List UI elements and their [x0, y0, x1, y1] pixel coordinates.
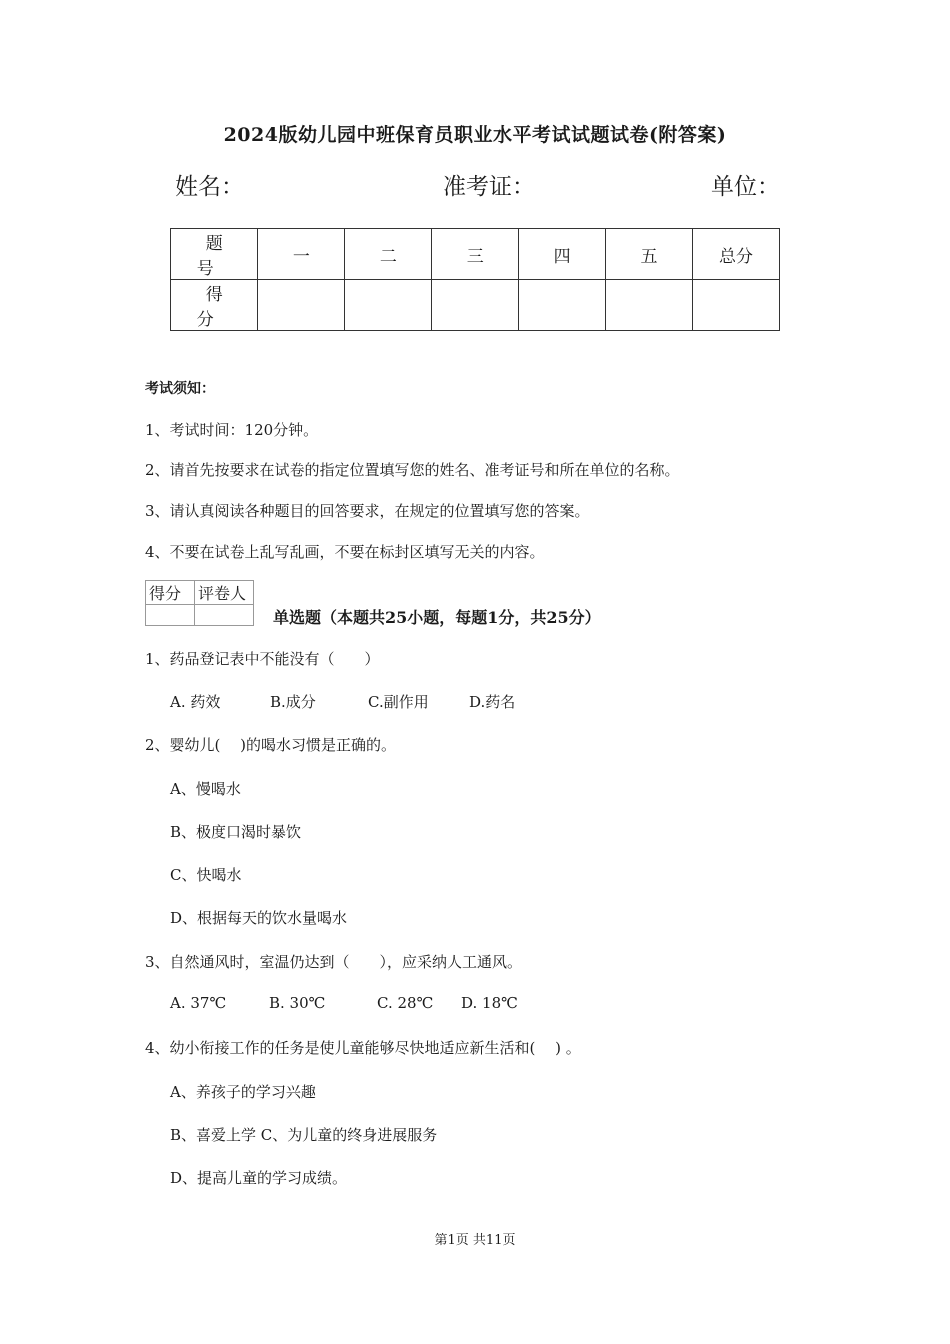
score-table — [170, 228, 780, 331]
option[interactable]: D、提高儿童的学习成绩。 — [170, 1169, 348, 1187]
score-cell-total[interactable] — [693, 280, 780, 331]
name-field-label: 姓名： — [175, 174, 244, 200]
option[interactable]: C.副作用 — [368, 693, 429, 711]
option[interactable]: A. 37℃ — [170, 994, 227, 1012]
column-header: 四 — [519, 229, 606, 280]
notice-item: 3、请认真阅读各种题目的回答要求，在规定的位置填写您的答案。 — [145, 502, 590, 520]
grader-score-label: 得分 — [146, 581, 195, 605]
score-cell[interactable] — [432, 280, 519, 331]
notice-heading: 考试须知： — [145, 381, 215, 397]
notice-item: 2、请首先按要求在试卷的指定位置填写您的姓名、准考证号和所在单位的名称。 — [145, 461, 680, 479]
grader-reviewer-cell[interactable] — [195, 605, 254, 626]
page-footer: 第1页 共11页 — [434, 1233, 516, 1248]
score-table-score-row — [171, 280, 780, 331]
score-cell[interactable] — [345, 280, 432, 331]
score-cell[interactable] — [606, 280, 693, 331]
grader-score-cell[interactable] — [146, 605, 195, 626]
option[interactable]: D.药名 — [469, 693, 516, 711]
column-header: 二 — [345, 229, 432, 280]
option[interactable]: A、慢喝水 — [170, 780, 241, 798]
question-number-label: 题 号 — [171, 229, 258, 280]
option[interactable]: A、养孩子的学习兴趣 — [170, 1083, 316, 1101]
question-options — [170, 994, 670, 1014]
question-stem: 4、幼小衔接工作的任务是使儿童能够尽快地适应新生活和( ) 。 — [145, 1039, 581, 1057]
question-options — [170, 691, 670, 711]
option[interactable]: D、根据每天的饮水量喝水 — [170, 909, 348, 927]
grader-reviewer-label: 评卷人 — [195, 581, 254, 605]
candidate-fields — [175, 168, 785, 204]
option[interactable]: B、喜爱上学 C、为儿童的终身进展服务 — [170, 1126, 438, 1144]
option[interactable]: C. 28℃ — [377, 994, 434, 1012]
option[interactable]: B、极度口渴时暴饮 — [170, 823, 302, 841]
question-stem: 1、药品登记表中不能没有（ ） — [145, 650, 380, 668]
unit-field-label: 单位： — [711, 174, 780, 200]
notice-item: 1、考试时间：120分钟。 — [145, 421, 319, 439]
column-header: 一 — [258, 229, 345, 280]
score-cell[interactable] — [258, 280, 345, 331]
exam-id-field-label: 准考证： — [443, 174, 535, 200]
column-header-total: 总分 — [693, 229, 780, 280]
option[interactable]: B.成分 — [270, 693, 316, 711]
document-title: 2024版幼儿园中班保育员职业水平考试试题试卷(附答案) — [223, 124, 727, 146]
column-header: 三 — [432, 229, 519, 280]
score-cell[interactable] — [519, 280, 606, 331]
question-stem: 3、自然通风时，室温仍达到（ ），应采纳人工通风。 — [145, 953, 523, 971]
option[interactable]: D. 18℃ — [461, 994, 518, 1012]
score-label: 得 分 — [171, 280, 258, 331]
score-table-header-row — [171, 229, 780, 280]
option[interactable]: A. 药效 — [170, 693, 221, 711]
notice-item: 4、不要在试卷上乱写乱画，不要在标封区填写无关的内容。 — [145, 543, 545, 561]
question-stem: 2、婴幼儿( )的喝水习惯是正确的。 — [145, 736, 397, 754]
option[interactable]: C、快喝水 — [170, 866, 242, 884]
option[interactable]: B. 30℃ — [269, 994, 326, 1012]
section-title: 单选题（本题共25小题，每题1分，共25分） — [273, 608, 601, 627]
column-header: 五 — [606, 229, 693, 280]
grader-box — [145, 580, 254, 626]
